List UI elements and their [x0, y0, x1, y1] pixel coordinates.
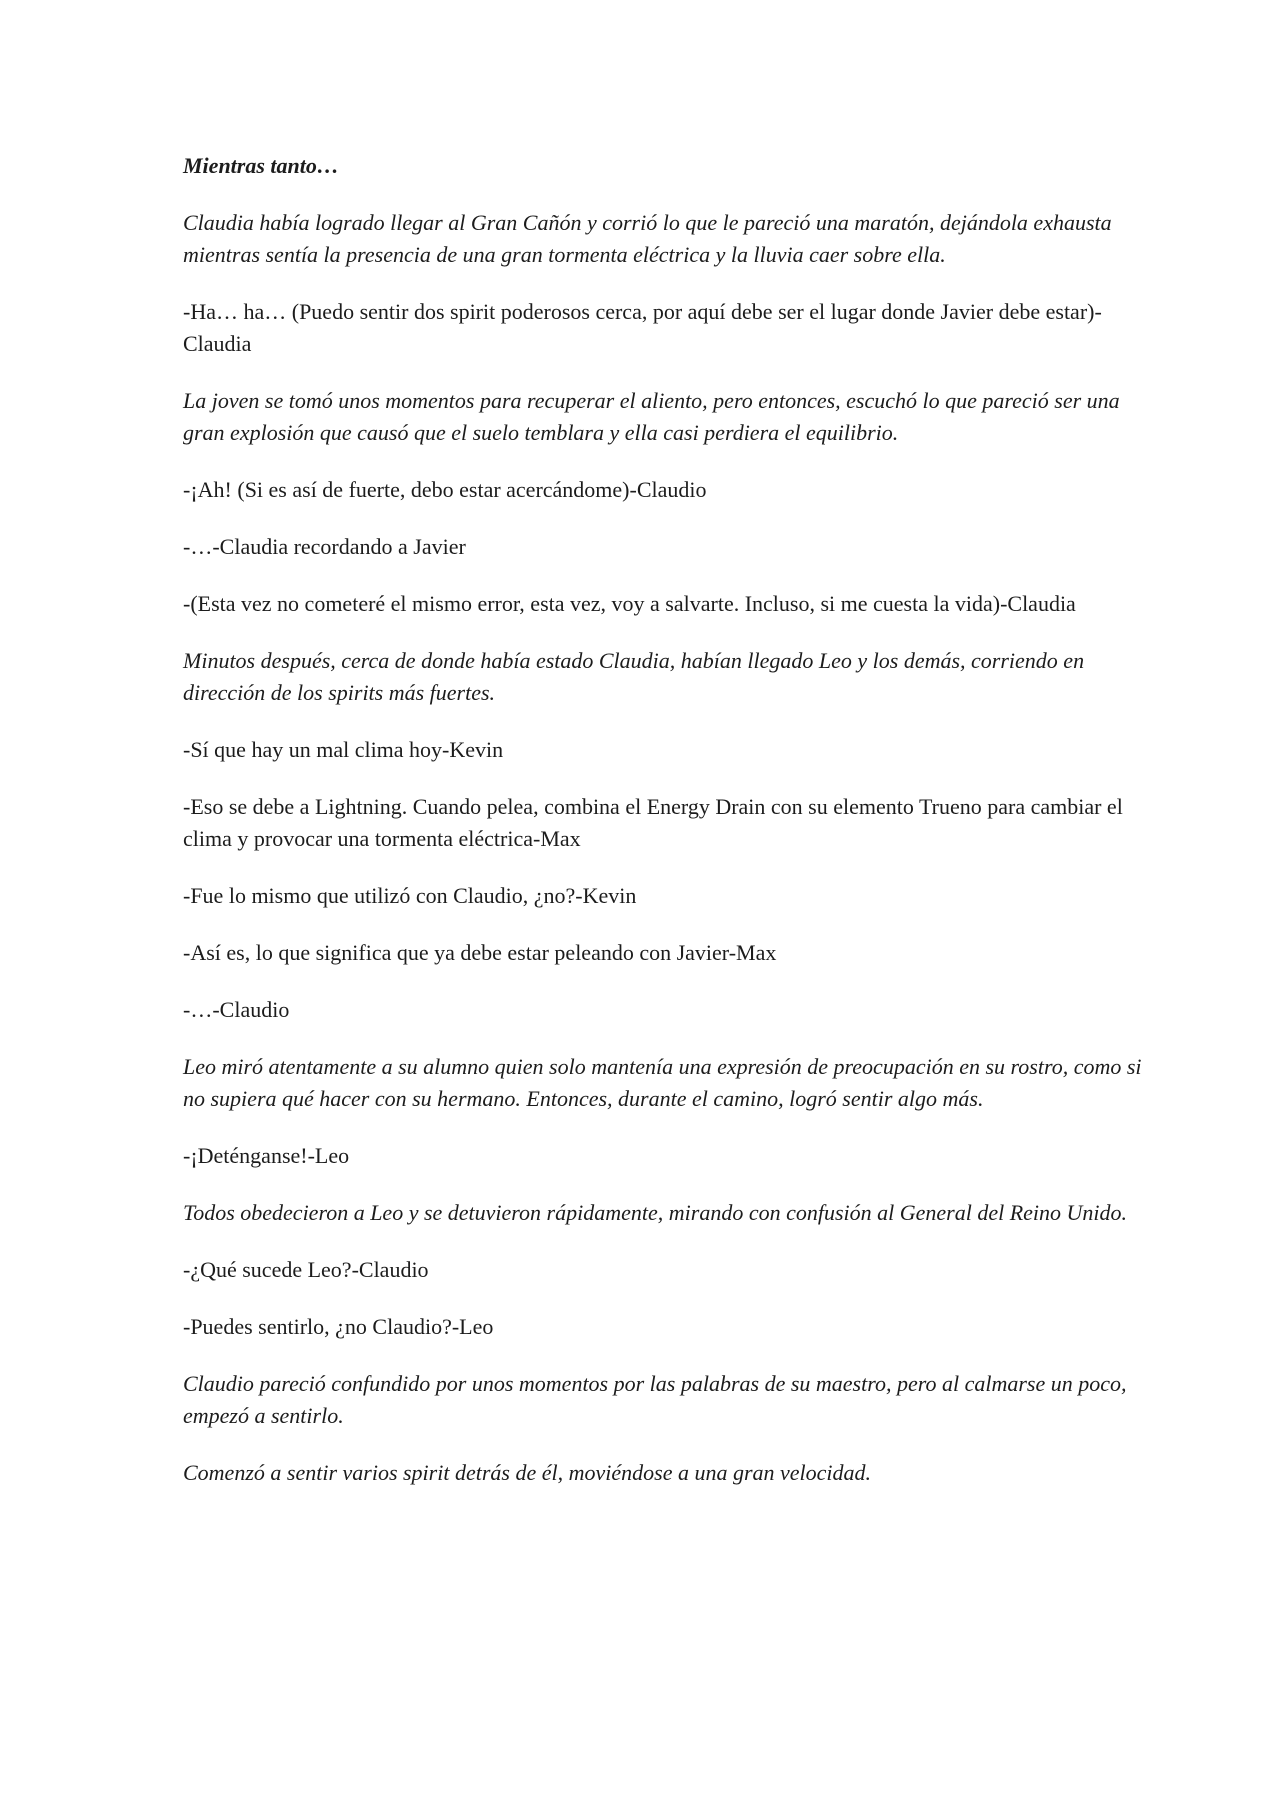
- dialogue-line: -…-Claudio: [183, 997, 290, 1022]
- dialogue-line: -Puedes sentirlo, ¿no Claudio?-Leo: [183, 1314, 494, 1339]
- narration-paragraph: Leo miró atentamente a su alumno quien solo mantenía una expresión de preocupación en su rostro, como si no supiera qué hacer con su hermano. Entonces, durante el camino, logró sentir algo más.: [183, 1054, 1142, 1111]
- dialogue-line: -¡Deténganse!-Leo: [183, 1143, 350, 1168]
- dialogue-line: -Fue lo mismo que utilizó con Claudio, ¿no?-Kevin: [183, 883, 637, 908]
- section-heading: Mientras tanto…: [183, 153, 339, 178]
- dialogue-line: -¿Qué sucede Leo?-Claudio: [183, 1257, 429, 1282]
- dialogue-line: -Ha… ha… (Puedo sentir dos spirit poderosos cerca, por aquí debe ser el lugar donde Javier debe estar)-Claudia: [183, 299, 1102, 356]
- dialogue-line: -¡Ah! (Si es así de fuerte, debo estar acercándome)-Claudio: [183, 477, 707, 502]
- narration-paragraph: Claudia había logrado llegar al Gran Cañón y corrió lo que le pareció una maratón, dejándola exhausta mientras sentía la presencia de una gran tormenta eléctrica y la lluvia caer sobre ella.: [183, 210, 1112, 267]
- dialogue-line: -Así es, lo que significa que ya debe estar peleando con Javier-Max: [183, 940, 777, 965]
- dialogue-line: -(Esta vez no cometeré el mismo error, esta vez, voy a salvarte. Incluso, si me cuesta la vida)-Claudia: [183, 591, 1076, 616]
- dialogue-line: -Sí que hay un mal clima hoy-Kevin: [183, 737, 504, 762]
- narration-paragraph: La joven se tomó unos momentos para recuperar el aliento, pero entonces, escuchó lo que pareció ser una gran explosión que causó que el suelo temblara y ella casi perdiera el equilibrio.: [183, 388, 1120, 445]
- narration-paragraph: Minutos después, cerca de donde había estado Claudia, habían llegado Leo y los demás, corriendo en dirección de los spirits más fuertes.: [183, 648, 1085, 705]
- narration-paragraph: Comenzó a sentir varios spirit detrás de él, moviéndose a una gran velocidad.: [183, 1460, 872, 1485]
- dialogue-line: -Eso se debe a Lightning. Cuando pelea, combina el Energy Drain con su elemento Trueno para cambiar el clima y provocar una tormenta eléctrica-Max: [183, 794, 1123, 851]
- narration-paragraph: Claudio pareció confundido por unos momentos por las palabras de su maestro, pero al calmarse un poco, empezó a sentirlo.: [183, 1371, 1127, 1428]
- narration-paragraph: Todos obedecieron a Leo y se detuvieron rápidamente, mirando con confusión al General del Reino Unido.: [183, 1200, 1128, 1225]
- dialogue-line: -…-Claudia recordando a Javier: [183, 534, 466, 559]
